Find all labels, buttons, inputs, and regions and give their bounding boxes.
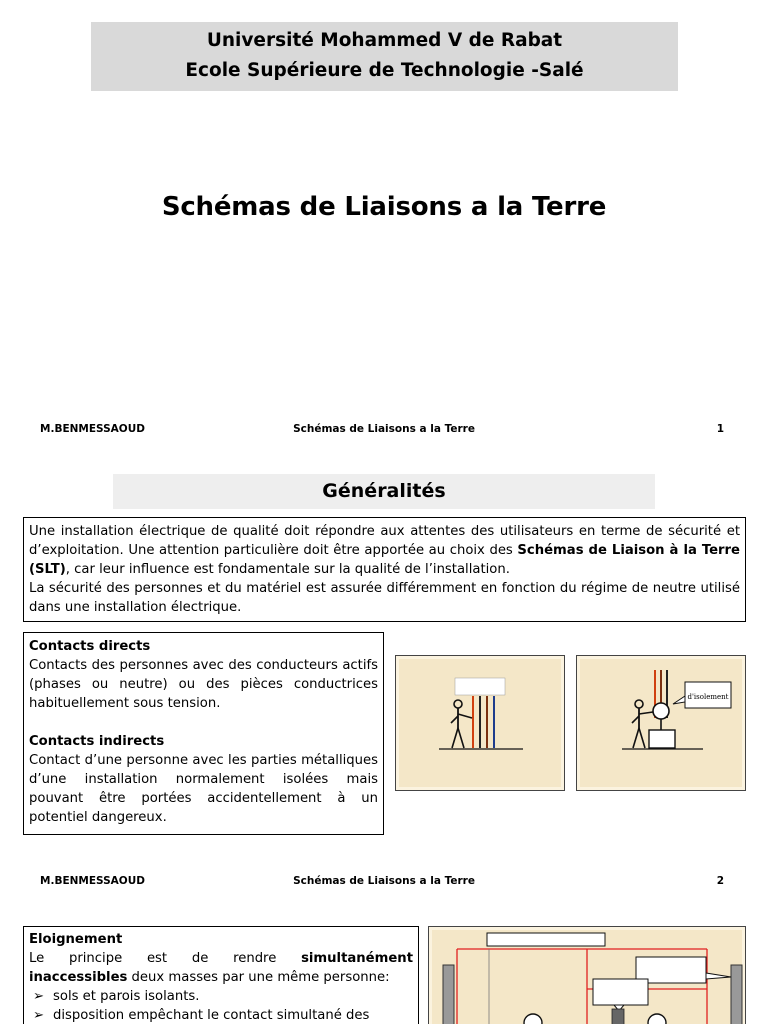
list-item: ➢ sols et parois isolants. [33, 989, 200, 1004]
eloignement-text-b: deux masses par une même personne: [127, 970, 390, 985]
university-header [91, 22, 678, 91]
eloignement-text [29, 949, 413, 987]
list-item: ➢ disposition empêchant le contact simultané des [33, 1008, 370, 1023]
direct-contacts-text: Contacts des personnes avec des conducteurs actifs (phases ou neutre) ou des pièces conductrices habituellement sous tension. [29, 658, 378, 711]
section-heading: Généralités [113, 474, 655, 509]
footer-page-number: 2 [716, 875, 724, 887]
eloignement-text-a: Le principe est de rendre [29, 951, 302, 966]
intro-paragraph-1 [29, 522, 740, 579]
page-footer-2 [0, 875, 768, 891]
footer-page-number: 1 [716, 423, 724, 435]
footer-author: M.BENMESSAOUD [40, 875, 145, 887]
university-name: Université Mohammed V de Rabat [206, 30, 563, 51]
footer-title: Schémas de Liaisons a la Terre [293, 423, 475, 435]
list-item-text: disposition empêchant le contact simultané des [53, 1008, 370, 1023]
eloignement-list [29, 987, 413, 1024]
eloignement-illustration [428, 926, 746, 1024]
document-title: Schémas de Liaisons a la Terre [161, 192, 607, 222]
indirect-contacts-heading: Contacts indirects [29, 734, 165, 749]
indirect-contact-illustration [576, 655, 746, 791]
footer-title: Schémas de Liaisons a la Terre [293, 875, 475, 887]
direct-contacts-heading: Contacts directs [29, 639, 151, 654]
intro-text-box [23, 517, 746, 622]
intro-paragraph-2: La sécurité des personnes et du matériel est assurée différemment en fonction du régime de neutre utilisé dans une installation électrique. [29, 581, 740, 615]
intro-text-bold: Schémas de Liaison à la Terre (SLT) [29, 543, 740, 577]
school-name: Ecole Supérieure de Technologie -Salé [185, 60, 584, 81]
intro-text-a: Une installation électrique de qualité doit répondre aux attentes des utilisateurs en terme de sécurité et d’exploitation. Une attention particulière doit être apportée au choix des [29, 524, 740, 558]
list-item-text: sols et parois isolants. [53, 989, 200, 1004]
eloignement-text-box [23, 926, 419, 1024]
indirect-contacts-text: Contact d’une personne avec les parties métalliques d’une installation normalement isolées mais pouvant être portées accidentellement à un potentiel dangereux. [29, 753, 378, 825]
direct-contact-illustration [395, 655, 565, 791]
eloignement-heading: Eloignement [29, 932, 123, 947]
eloignement-text-bold: simultanément inaccessibles [29, 951, 413, 985]
page-footer-1 [0, 423, 768, 439]
intro-text-b: , car leur influence est fondamentale sur la qualité de l’installation. [65, 562, 510, 577]
insulation-label: d'isolement [687, 693, 729, 701]
contacts-text-box [23, 632, 384, 835]
footer-author: M.BENMESSAOUD [40, 423, 145, 435]
